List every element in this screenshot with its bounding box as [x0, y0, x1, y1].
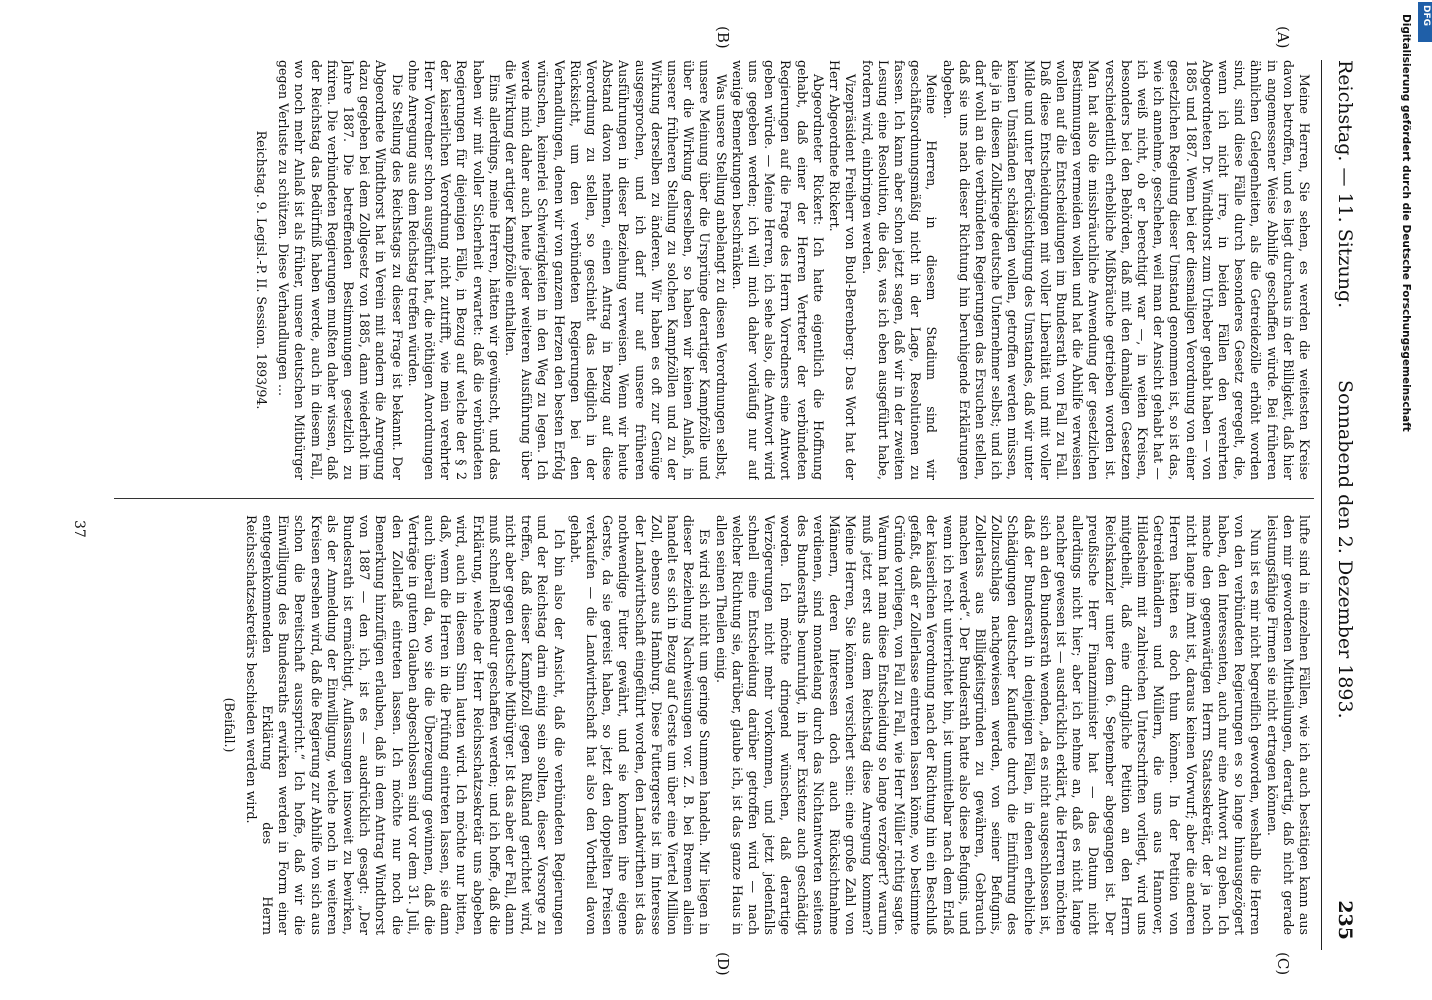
- header-rule: [1321, 60, 1322, 950]
- credit-text: Digitalisierung gefördert durch die Deutsche Forschungsgemeinschaft: [1400, 14, 1412, 432]
- header-date: Sonnabend den 2. Dezember 1893.: [1334, 380, 1356, 719]
- paragraph: Ich bin also der Ansicht, daß die verbündeten Regierungen und der Reichstag darin einig sein sollten, dieser Vorsorge zu treffen, daß dieser Kampfzoll gegen Rußland gerichtet wird, nicht aber gegen deutsche Mitbürger. Ist das aber der Fall, dann muß schnell Remedur geschaffen werden; und ich hoffe, daß die Erklärung, welche der Herr Reichsschatzsekretär uns abgeben wird, auch in diesem Sinn lauten wird. Ich möchte nur bitten, daß, wenn die Herren in die Prüfung eintreten lassen, sie dann auch überall da, wo sie die Überzeugung gewinnen, daß die Verträge in gutem Glauben abgeschlossen sind vor dem 31. Juli, den Zollerlaß eintreten lassen. Ich möchte nur noch die Bemerkung hinzufügen erlauben, daß in dem Antrag Windthorst von 1887 — den ich, ist es — ausdrücklich gesagt: „Der Bundesrath ist ermächtigt, Auflassungen insoweit zu bewirken, als der Anmeldung der Einwilligung, welche noch in weiteren Kreisen ersehen wird, daß die Regierung zur Abhilfe von sich aus schon die Bereitschaft ausspricht.“ Ich hoffe, daß wir die Einwilligung des Bundesraths erwirken werden in Form einer entgegenkommenden Erklärung des Herrn Reichsschatzsekretärs beschieden werden wird.: [243, 515, 567, 935]
- paragraph: Die Stellung des Reichstags zu dieser Frage ist bekannt. Der Abgeordnete Windthorst hat in Verein mit andern die Anregung dazu gegeben bei dem Zollgesetz von 1885, dann wiederholt im Jahre 1887. Die betreffenden Bestimmungen gesetzlich zu fixiren. Die verbündeten Regierungen mußten daher wissen, daß der Reichstag das Bedürfniß haben werde, auch in diesem Fall, wo noch mehr Anlaß ist als früher, unsere deutschen Mitbürger gegen Verluste zu schützen. Diese Verhandlungen ...: [276, 60, 405, 480]
- left-column: [132, 60, 1312, 480]
- right-column: [132, 515, 1312, 935]
- paragraph: Es wird sich nicht um geringe Summen handeln. Mir liegen in dieser Beziehung Nachweisungen vor. Z. B. bei Bremen allein handelt es sich in Bezug auf Gerste um über eine Viertel Million Zoll, ebenso aus Hamburg. Diese Futtergerste ist im Interesse der Landwirthschaft eingeführt worden, den Landwirthen ist das nothwendige Futter gewährt, und sie konnten ihre eigene Gerste, da sie gereist haben, so jetzt den doppelten Preisen verkaufen — die Landwirthschaft hat also den Vortheil davon gehabt.: [567, 515, 713, 935]
- margin-mark-a: (A): [1274, 26, 1292, 49]
- column-footer: Reichstag. 9. Legisl.-P. II. Session. 1893/94.: [254, 130, 269, 410]
- paragraph: Meine Herren, in diesem Stadium sind wir geschäftsordnungsmäßig nicht in der Lage, Resolutionen zu fassen. Ich kann aber schon jetzt sagen, daß wir in der zweiten Lesung eine Resolution, die das, was ich eben ausgeführt habe, fordern wird, einbringen werden.: [859, 60, 940, 480]
- margin-mark-d: (D): [714, 952, 732, 976]
- header-session: Reichstag. — 11. Sitzung.: [1334, 60, 1356, 309]
- paragraph: Meine Herren, Sie sehen, es werden die weitesten Kreise davon betroffen, und es liegt durchaus in der Billigkeit, daß hier in angemessener Weise Abhilfe geschaffen würde. Bei früheren ähnlichen Gelegenheiten, als die Getreidezölle erhöht worden sind, sind diese Fälle durch besonderes Gesetz geregelt, die, wenn ich nicht irre, in beiden Fällen den verehrten Abgeordneten Dr. Windthorst zum Urheber gehabt haben — von 1885 und 1887. Wenn bei der diesmaligen Verordnung von einer gesetzlichen Regelung dieser Umstand genommen ist, so ist das, wie ich annehme, geschehen, weil man der Ansicht gehabt hat — ich weiß nicht, ob er berechtigt war —, in weiten Kreisen, besonders bei den Behörden, daß mit den damaligen Gesetzen verschiedentlich erhebliche Mißbräuche getrieben worden ist. Man hat also die missbräuchliche Anwendung der gesetzlichen Bestimmungen vermeiden wollen und hat die Abhilfe verweisen wollen auf die Entscheidungen im Bundesrath von Fall zu Fall. Daß diese Entscheidungen mit voller Liberalität und mit voller Milde und unter Berücksichtigung des Umstandes, daß wir unter keinen Umständen schädigen wollen, getroffen werden müssen, die ja in diesen Zollkriege deutsche Unternehmer selbst; und ich darf wohl an die verbündeten Regierungen das Ersuchen stellen, daß sie uns nach dieser Richtung hin beruhigende Erklärungen abgeben.: [940, 60, 1312, 480]
- page-header: [1326, 60, 1362, 940]
- dfg-logo: [1418, 2, 1432, 42]
- paragraph: Nun ist es mir nicht begreiflich geworden, weshalb die Herren von den verbündeten Regierungen es so lange hinausgezögert haben, den Interessenten, auch nur eine Antwort zu geben. Ich mache den gegenwärtigen Herrn Staatssekretär, der ja noch nicht lange im Amt ist, daraus keinen Vorwurf; aber die anderen Herren hätten es doch thun können. In der Petition von Getreidehändlern und Müllern, die uns aus Hannover, Hildesheim mit zahlreichen Unterschriften vorliegt, wird uns mitgetheilt, daß eine dringliche Petition an den Herrn Reichskanzler unter dem 6. September abgegangen ist. Der preußische Herr Finanzminister hat — das Datum nicht allerdings nicht hier; aber ich nehme an, daß es nicht lange nachher gewesen ist — ausdrücklich erklärt, die Herren möchten sich an den Bundesrath wenden, „da es nicht ausgeschlossen ist, daß der Bundesrath in denjenigen Fällen, in denen erhebliche Schädigungen deutscher Kaufleute durch die Einführung des Zollzuschlags nachgewiesen werden, von seiner Befugnis, Zollerlass aus Billigkeitsgründen zu gewähren, Gebrauch machen werde“. Der Bundesrath hatte also diese Befugnis, und wenn ich recht unterrichtet bin, ist unmittelbar nach dem Erlaß der kaiserlichen Verordnung nach der Richtung hin ein Beschluß gefaßt, daß er Zollerlasse eintreten lassen könne, wo bestimmte Gründe vorliegen, von Fall zu Fall, wie Herr Müller richtig sagte. Warum hat man diese Entscheidung so lange verzögert? warum muß jetzt erst aus dem Reichstag diese Anregung kommen? Meine Herren, Sie können versichert sein: eine große Zahl von Männern, deren Interessen doch auch Rücksichtnahme verdienen, sind monatelang durch das Nichtantworten seitens des Bundesraths beunruhigt, in ihrer Existenz auch geschädigt worden. Ich möchte dringend wünschen, daß derartige Verzögerungen nicht mehr vorkommen, und jetzt jedenfalls schnell eine Entscheidung darüber getroffen wird — nach welcher Richtung sie, darüber, glaube ich, ist das ganze Haus in allen seinen Theilen einig.: [713, 515, 1264, 935]
- dfg-logo-text: DFG: [1421, 5, 1431, 27]
- margin-mark-c: (C): [1274, 952, 1292, 976]
- applause-note: (Beifall.): [221, 697, 237, 753]
- page-number: 235: [1334, 900, 1356, 940]
- column-divider: [114, 498, 1314, 499]
- margin-mark-b: (B): [714, 26, 732, 49]
- paragraph: Eins allerdings, meine Herren, hätten wir gewünscht, und das haben wir mit voller Sicherheit erwartet: daß die verbündeten Regierungen für diejenigen Fälle, in Bezug auf welche der § 2 der kaiserlichen Verordnung nicht zutrifft, wie mein verehrter Herr Vorredner schon ausgeführt hat, die nöthigen Anordnungen ohne Anregung aus dem Reichstag treffen würden.: [405, 60, 502, 480]
- paragraph: Was unsere Stellung anbelangt zu diesen Verordnungen selbst, unsere Meinung über die Ursprünge derartiger Kampfzölle und über die Wirkung derselben, so haben wir keinen Anlaß, in unserer früheren Stellung zu solchen Kampfzöllen und zu der Wirkung derselben zu änderen. Wir haben es oft zur Genüge ausgesprochen, und ich darf nur auf unsere früheren Ausführungen in dieser Beziehung verweisen. Wenn wir heute Abstand davon nehmen, einen Antrag in Bezug auf diese Verordnung zu stellen, so geschieht das lediglich in der Rücksicht, um den verbündeten Regierungen bei den Verhandlungen, denen wir von ganzem Herzen den besten Erfolg wünschen, keinerlei Schwierigkeiten in den Weg zu legen. Ich werde mich daher auch heute jeder weiteren Ausführung über die Wirkung der artiger Kampfzölle enthalten.: [503, 60, 729, 480]
- digitization-credit: [1378, 14, 1428, 984]
- signature-mark: 37: [71, 520, 87, 538]
- paragraph: lufte sind in einzelnen Fällen, wie ich auch bestätigen kann aus den mir gewordenen Mittheilungen, derartig, daß nicht gerade leistungsfähige Firmen sie nicht ertragen können.: [1264, 515, 1312, 935]
- speaker-paragraph: Abgeordneter Rickert: Ich hatte eigentlich die Hoffnung gehabt, daß einer der Herren Vertreter der verbündeten Regierungen auf die Frage des Herrn Vorredners eine Antwort geben würde. — Meine Herren, ich sehe also, die Antwort wird uns gegeben werden; ich will mich daher vorläufig nur auf wenige Bemerkungen beschränken.: [729, 60, 826, 480]
- speaker-paragraph: Vizepräsident Freiherr von Buol-Berenberg: Das Wort hat der Herr Abgeordnete Rickert.: [827, 60, 859, 480]
